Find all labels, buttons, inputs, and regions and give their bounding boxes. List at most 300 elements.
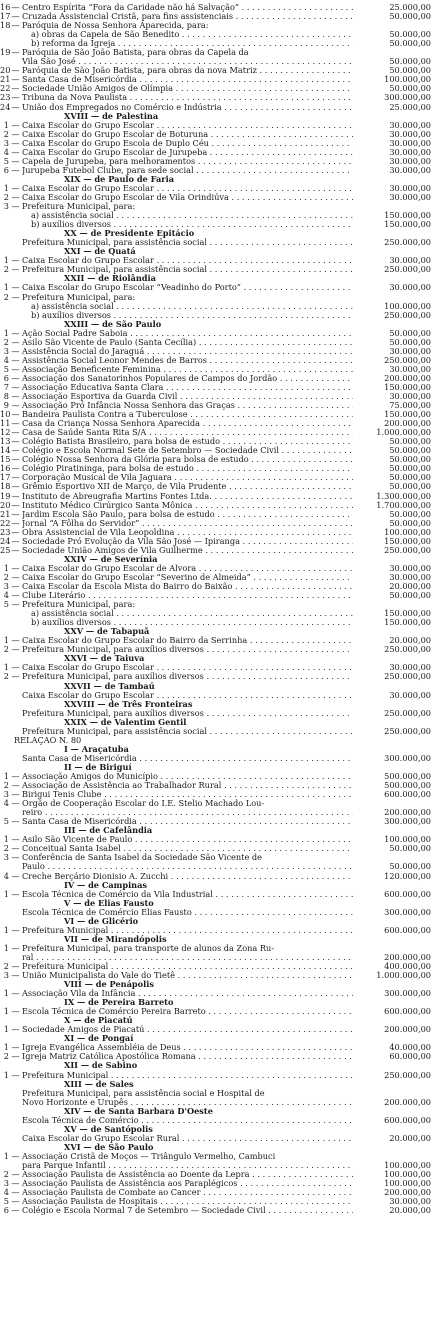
entry-dash: — <box>11 988 20 999</box>
section-title: XIV — de Santa Barbara D'Oeste <box>64 1106 213 1116</box>
entry-description: para Parque Infantil . . . <box>22 1161 353 1170</box>
entry-dash: — <box>11 101 20 112</box>
entry-row <box>0 302 434 311</box>
section-title: XXVII — de Tambaú <box>64 681 155 691</box>
entry-amount: 1.300.000,00 <box>353 492 434 501</box>
entry-description: Conceitual Santa Isabel . . . <box>22 844 353 853</box>
entry-row <box>0 1188 434 1197</box>
entry-row <box>0 410 434 419</box>
entry-row <box>0 347 434 356</box>
entry-description: Assistência Social Leonor Mendes de Barros . . . <box>22 356 353 365</box>
entry-description: Paróquia de São João Batista, para obras da Capela da <box>22 48 249 58</box>
entry-row <box>0 374 434 383</box>
entry-row <box>0 202 434 211</box>
entry-number: 4 <box>3 590 9 601</box>
entry-row <box>0 130 434 139</box>
entry-row <box>0 3 434 12</box>
section-heading <box>0 1125 434 1134</box>
entry-dash: — <box>11 671 20 682</box>
entry-dash: — <box>11 888 20 899</box>
entry-dash: — <box>11 454 20 465</box>
entry-description: Igreja Matriz Católica Apostólica Romana . . . <box>22 1052 353 1061</box>
entry-row <box>0 672 434 681</box>
entry-amount: 250.000,00 <box>353 546 434 555</box>
entry-dash: — <box>11 1196 20 1207</box>
entry-dash: — <box>11 789 20 800</box>
entry-row <box>0 437 434 446</box>
entry-description: Sociedade União Amigos de Olímpia . . . <box>22 84 353 93</box>
entry-description: Escola Técnica de Comércio Pereira Barreto . . . <box>22 1007 353 1016</box>
entry-row <box>0 772 434 781</box>
entry-row <box>0 21 434 30</box>
entry-description: Caixa Escolar do Grupo Escolar . . . <box>22 663 353 672</box>
section-heading <box>0 320 434 329</box>
section-heading <box>0 247 434 256</box>
entry-number: 1 <box>3 1069 9 1080</box>
entry-description: Colégio e Escola Normal Sete de Setembro — Sociedade Civil . . . <box>22 446 353 455</box>
entry-number: 20 <box>0 65 11 76</box>
entry-description: Paulo . . . <box>22 862 353 871</box>
entry-number: 1 <box>3 942 9 953</box>
entry-row <box>0 862 434 871</box>
entry-description: Caixa Escolar da Escola Mista do Bairro do Baixão . . . <box>22 582 353 591</box>
entry-amount: 20.000,00 <box>353 1206 434 1215</box>
entry-number: 2 <box>3 291 9 302</box>
entry-number: 1 <box>3 988 9 999</box>
entry-row <box>0 573 434 582</box>
entry-description: Capela de Jurupeba, para melhoramentos . . . <box>22 157 353 166</box>
entry-number: 1 <box>3 327 9 338</box>
entry-row <box>0 781 434 790</box>
entry-row <box>0 211 434 220</box>
entry-row <box>0 754 434 763</box>
entry-number: 2 <box>3 1051 9 1062</box>
entry-description: Prefeitura Municipal, para assistência social . . . <box>22 265 353 274</box>
section-heading <box>0 700 434 709</box>
entry-description: Associação Pró Infância Nossa Senhora das Graças . . . <box>22 401 353 410</box>
entry-row <box>0 618 434 627</box>
entry-description: Asilo São Vicente de Paulo . . . <box>22 835 353 844</box>
entry-description: Prefeitura Municipal, para assistência social e Hospital de <box>22 1088 265 1098</box>
entry-row <box>0 817 434 826</box>
entry-number: 1 <box>3 1006 9 1017</box>
entry-number: 1 <box>3 1024 9 1035</box>
entry-dash: — <box>11 581 20 591</box>
entry-row <box>0 591 434 600</box>
entry-amount: 600.000,00 <box>353 1007 434 1016</box>
entry-description: Caixa Escolar do Grupo Escolar “Veadinho do Porto” . . . <box>22 283 353 292</box>
entry-description: Novo Horizonte e Urupês . . . <box>22 1098 353 1107</box>
entry-description: Colégio Batista Brasileiro, para bolsa de estudo . . . <box>22 437 353 446</box>
entry-description: Obra Assistencial de Vila Leopoldina . . . <box>22 528 353 537</box>
section-heading <box>0 745 434 754</box>
entry-description: Prefeitura Municipal, para: <box>22 202 136 212</box>
entry-dash: — <box>11 662 20 673</box>
entry-number: 2 <box>3 960 9 971</box>
entry-number: 1 <box>3 119 9 130</box>
entry-row <box>0 844 434 853</box>
entry-row <box>0 482 434 491</box>
entry-dash: — <box>11 1150 20 1161</box>
entry-row <box>0 962 434 971</box>
entry-amount: 400.000,00 <box>353 962 434 971</box>
entry-dash: — <box>11 599 20 610</box>
entry-number: 18 <box>0 481 11 492</box>
entry-row <box>0 75 434 84</box>
entry-number: 4 <box>3 798 9 809</box>
entry-row <box>0 872 434 881</box>
section-title: XXV — de Tabapuã <box>64 627 150 637</box>
entry-description: Caixa Escolar do Grupo Escolar de Jurupeba . . . <box>22 148 353 157</box>
entry-row <box>0 464 434 473</box>
entry-amount: 200.000,00 <box>353 953 434 962</box>
entry-description: a) assistência social . . . <box>22 609 353 618</box>
entry-description: Centro Espírita “Fora da Caridade não há Salvação” . . . <box>22 3 353 12</box>
entry-amount: 150.000,00 <box>353 609 434 618</box>
entry-number: 5 <box>3 1196 9 1207</box>
entry-dash: — <box>11 436 20 447</box>
entry-amount: 30.000,00 <box>353 130 434 139</box>
entry-row <box>0 1089 434 1098</box>
entry-description: Associação dos Sanatorinhos Populares de Campos do Jordão . . . <box>22 374 353 383</box>
entry-amount: 30.000,00 <box>353 256 434 265</box>
section-title: XXIV — de Severínia <box>64 554 158 564</box>
section-title: XV — de Santópolis <box>64 1124 153 1134</box>
entry-amount: 250.000,00 <box>353 238 434 247</box>
entry-dash: — <box>11 490 20 501</box>
section-title: XXIII — de São Paulo <box>64 319 162 329</box>
entry-amount: 50.000,00 <box>353 446 434 455</box>
entry-row <box>0 48 434 57</box>
entry-dash: — <box>11 74 20 85</box>
entry-row <box>0 971 434 980</box>
entry-amount: 30.000,00 <box>353 184 434 193</box>
entry-number: 17 <box>0 472 11 483</box>
entry-amount: 75.000,00 <box>353 401 434 410</box>
entry-dash: — <box>11 1178 20 1189</box>
entry-amount: 500.000,00 <box>353 781 434 790</box>
entry-row <box>0 455 434 464</box>
entry-description: Caixa Escolar do Grupo Escolar . . . <box>22 691 353 700</box>
entry-number: 4 <box>3 870 9 881</box>
entry-number: 1 <box>3 1150 9 1161</box>
entry-dash: — <box>11 1205 20 1216</box>
entry-amount: 1.700.000,00 <box>353 501 434 510</box>
entry-description: Colégio Nossa Senhora da Glória para bolsa de estudo . . . <box>22 455 353 464</box>
entry-amount: 30.000,00 <box>353 157 434 166</box>
entry-amount: 50.000,00 <box>353 30 434 39</box>
entry-number: 7 <box>3 381 9 392</box>
entry-dash: — <box>11 508 20 519</box>
entry-description: Assistência Social do Jaraguá . . . <box>22 347 353 356</box>
entry-number: 2 <box>3 191 9 202</box>
entry-number: 1 <box>3 662 9 673</box>
section-title: V — de Elias Fausto <box>64 898 154 908</box>
section-heading <box>0 998 434 1007</box>
entry-description: b) auxílios diversos . . . <box>22 311 353 320</box>
entry-description: Santa Casa de Misericórdia . . . <box>22 817 353 826</box>
entry-amount: 30.000,00 <box>353 193 434 202</box>
section-title: VIII — de Penápolis <box>64 980 154 990</box>
entry-description: Prefeitura Municipal, para: <box>22 600 136 610</box>
entry-row <box>0 709 434 718</box>
entry-description: Ação Social Padre Saboia . . . <box>22 329 353 338</box>
entry-number: 24 <box>0 535 11 546</box>
entry-number: 2 <box>3 671 9 682</box>
entry-amount: 50.000,00 <box>353 455 434 464</box>
entry-row <box>0 39 434 48</box>
entry-amount: 50.000,00 <box>353 66 434 75</box>
entry-dash: — <box>11 942 20 953</box>
entry-description: Caixa Escolar do Grupo Escolar de Boturuna . . . <box>22 130 353 139</box>
entry-number: 2 <box>3 780 9 791</box>
entry-amount: 200.000,00 <box>353 419 434 428</box>
entry-description: Santa Casa de Misericórdia . . . <box>22 754 353 763</box>
entry-amount: 600.000,00 <box>353 890 434 899</box>
entry-amount: 250.000,00 <box>353 727 434 736</box>
entry-dash: — <box>11 128 20 139</box>
entry-amount: 50.000,00 <box>353 57 434 66</box>
entry-amount: 600.000,00 <box>353 790 434 799</box>
entry-number: 5 <box>3 599 9 610</box>
entry-dash: — <box>11 137 20 148</box>
entry-row <box>0 1161 434 1170</box>
entry-row <box>0 1052 434 1061</box>
entry-description: Prefeitura Municipal, para auxílios diversos . . . <box>22 645 353 654</box>
entry-amount: 150.000,00 <box>353 410 434 419</box>
entry-number: 3 <box>3 345 9 356</box>
entry-amount: 50.000,00 <box>353 510 434 519</box>
entry-description: Prefeitura Municipal, para auxílios diversos . . . <box>22 709 353 718</box>
entry-amount: 250.000,00 <box>353 645 434 654</box>
section-heading <box>0 1016 434 1025</box>
entry-dash: — <box>11 517 20 528</box>
entry-description: Birigui Tenis Clube . . . <box>22 790 353 799</box>
entry-amount: 30.000,00 <box>353 691 434 700</box>
entry-description: Instituto de Abreugrafia Martins Fontes Ltda. . . . <box>22 492 353 501</box>
section-title: VII — de Mirandópolis <box>64 934 167 944</box>
entry-number: 5 <box>3 155 9 166</box>
entry-row <box>0 1007 434 1016</box>
section-heading <box>0 881 434 890</box>
section-title: IX — de Pereira Barreto <box>64 998 174 1008</box>
section-title: XX — de Presidente Epitácio <box>64 229 195 239</box>
entry-dash: — <box>11 1169 20 1180</box>
entry-dash: — <box>11 816 20 827</box>
entry-amount: 50.000,00 <box>353 39 434 48</box>
entry-number: 2 <box>3 1169 9 1180</box>
entry-description: Escola Técnica de Comércio da Vila Industrial . . . <box>22 890 353 899</box>
entry-amount: 120.000,00 <box>353 872 434 881</box>
section-heading <box>0 826 434 835</box>
section-heading <box>0 1034 434 1043</box>
entry-row <box>0 446 434 455</box>
entry-row <box>0 727 434 736</box>
section-heading <box>0 229 434 238</box>
entry-number: 4 <box>3 1187 9 1198</box>
entry-description: a) assistência social . . . <box>22 302 353 311</box>
entry-row <box>0 220 434 229</box>
entry-description: reiro . . . <box>22 808 353 817</box>
entry-dash: — <box>11 1042 20 1053</box>
entry-dash: — <box>11 562 20 573</box>
entry-description: Sociedade Pró Evolução da Vila São José — Ipiranga . . . <box>22 537 353 546</box>
entry-dash: — <box>11 336 20 347</box>
entry-amount: 50.000,00 <box>353 482 434 491</box>
entry-number: 1 <box>3 282 9 293</box>
entry-number: 5 <box>3 816 9 827</box>
entry-number: 9 <box>3 400 9 411</box>
entry-number: 1 <box>3 182 9 193</box>
entry-amount: 25.000,00 <box>353 103 434 112</box>
entry-dash: — <box>11 481 20 492</box>
entry-dash: — <box>11 635 20 646</box>
entry-amount: 300.000,00 <box>353 93 434 102</box>
entry-number: 16 <box>0 2 11 12</box>
section-title: XIII — de Sales <box>64 1079 134 1089</box>
entry-description: Paróquia de Nossa Senhora Aparecida, para: <box>22 21 209 31</box>
entry-number: 14 <box>0 445 11 456</box>
entry-amount: 150.000,00 <box>353 383 434 392</box>
entry-description: Jornal “A Fôlha do Servidor” . . . <box>22 519 353 528</box>
entry-description: Escola Técnica de Comércio Elias Fausto . . . <box>22 908 353 917</box>
entry-description: Jurupeba Futebol Clube, para sede social . . . <box>22 166 353 175</box>
entry-amount: 100.000,00 <box>353 835 434 844</box>
entry-dash: — <box>11 291 20 302</box>
entry-dash: — <box>11 354 20 365</box>
section-heading <box>0 112 434 121</box>
entry-row <box>0 121 434 130</box>
entry-number: 3 <box>3 137 9 148</box>
entry-amount: 300.000,00 <box>353 817 434 826</box>
entry-number: 19 <box>0 490 11 501</box>
entry-description: Associação Cristã de Moços — Triângulo Vermelho, Cambuci <box>22 1151 276 1161</box>
entry-number: 15 <box>0 454 11 465</box>
entry-number: 1 <box>3 834 9 845</box>
entry-description: Asilo São Vicente de Paulo (Santa Cecília) . . . <box>22 338 353 347</box>
section-title: X — de Piacatú <box>64 1016 133 1026</box>
entry-description: b) auxílios diversos . . . <box>22 220 353 229</box>
entry-description: União dos Empregados no Comércio e Indústria . . . <box>22 103 353 112</box>
entry-row <box>0 84 434 93</box>
section-heading <box>0 555 434 564</box>
entry-amount: 250.000,00 <box>353 265 434 274</box>
entry-row <box>0 401 434 410</box>
entry-description: b) reforma da Igreja . . . <box>22 39 353 48</box>
entry-description: Prefeitura Municipal, para assistência social . . . <box>22 238 353 247</box>
entry-amount: 600.000,00 <box>353 1116 434 1125</box>
section-title: XI — de Pongaí <box>64 1034 134 1044</box>
entry-row <box>0 908 434 917</box>
entry-row <box>0 329 434 338</box>
entry-amount: 50.000,00 <box>353 519 434 528</box>
entry-amount: 200.000,00 <box>353 808 434 817</box>
entry-description: Caixa Escolar do Grupo Escolar Rural . . . <box>22 1134 353 1143</box>
entry-dash: — <box>11 1187 20 1198</box>
entry-description: Caixa Escolar do Grupo Escolar do Bairro da Serrinha . . . <box>22 636 353 645</box>
entry-amount: 250.000,00 <box>353 709 434 718</box>
entry-description: Prefeitura Municipal, para transporte de alunos da Zona Ru- <box>22 943 275 953</box>
entry-number: 1 <box>3 888 9 899</box>
entry-row <box>0 501 434 510</box>
entry-row <box>0 663 434 672</box>
entry-row <box>0 265 434 274</box>
entry-amount: 100.000,00 <box>353 302 434 311</box>
entry-number: 12 <box>0 427 11 438</box>
entry-dash: — <box>11 418 20 429</box>
entry-description: Santa Casa de Misericórdia . . . <box>22 75 353 84</box>
entry-amount: 30.000,00 <box>353 148 434 157</box>
entry-dash: — <box>11 363 20 374</box>
entry-amount: 30.000,00 <box>353 365 434 374</box>
entry-dash: — <box>11 1024 20 1035</box>
entry-amount: 200.000,00 <box>353 374 434 383</box>
entry-dash: — <box>11 571 20 582</box>
entry-number: 5 <box>3 363 9 374</box>
entry-row <box>0 691 434 700</box>
entry-dash: — <box>11 409 20 420</box>
entry-number: 2 <box>3 336 9 347</box>
entry-amount: 25.000,00 <box>353 3 434 12</box>
entry-row <box>0 799 434 808</box>
entry-description: Sociedade União Amigos de Vila Guilherme . . . <box>22 546 353 555</box>
section-heading <box>0 274 434 283</box>
entry-amount: 100.000,00 <box>353 1170 434 1179</box>
entry-dash: — <box>11 191 20 202</box>
entry-dash: — <box>11 590 20 601</box>
entry-dash: — <box>11 770 20 781</box>
entry-row <box>0 537 434 546</box>
entry-amount: 150.000,00 <box>353 618 434 627</box>
entry-number: 2 <box>3 128 9 139</box>
entry-row <box>0 1025 434 1034</box>
entry-description: Prefeitura Municipal, para assistência social . . . <box>22 727 353 736</box>
entry-row <box>0 645 434 654</box>
section-heading <box>0 917 434 926</box>
entry-amount: 20.000,00 <box>353 1134 434 1143</box>
entry-description: Colégio e Escola Normal 7 de Setembro — Sociedade Civil . . . <box>22 1206 353 1215</box>
entry-dash: — <box>11 427 20 438</box>
entry-description: Tribuna da Nova Paulista . . . <box>22 93 353 102</box>
entry-number: 1 <box>3 924 9 935</box>
entry-row <box>0 57 434 66</box>
entry-row <box>0 890 434 899</box>
entry-row <box>0 510 434 519</box>
entry-row <box>0 926 434 935</box>
relacao-title: RELAÇÃO N. 80 <box>14 735 82 745</box>
entry-row <box>0 528 434 537</box>
entry-amount: 150.000,00 <box>353 537 434 546</box>
entry-description: Bandeira Paulista Contra a Tuberculose . . . <box>22 410 353 419</box>
entry-description: Casa da Criança Nossa Senhora Aparecida . . . <box>22 419 353 428</box>
entry-amount: 250.000,00 <box>353 356 434 365</box>
entry-row <box>0 1152 434 1161</box>
entry-row <box>0 636 434 645</box>
entry-dash: — <box>11 201 20 212</box>
entry-amount: 200.000,00 <box>353 1025 434 1034</box>
entry-number: 1 <box>3 1042 9 1053</box>
section-title: XXVI — de Taiuva <box>64 654 145 664</box>
entry-row <box>0 184 434 193</box>
entry-number: 3 <box>3 581 9 591</box>
entry-amount: 100.000,00 <box>353 1179 434 1188</box>
entry-row <box>0 564 434 573</box>
entry-number: 3 <box>3 789 9 800</box>
entry-amount: 250.000,00 <box>353 672 434 681</box>
entry-number: 16 <box>0 463 11 474</box>
entry-row <box>0 519 434 528</box>
entry-dash: — <box>11 372 20 383</box>
